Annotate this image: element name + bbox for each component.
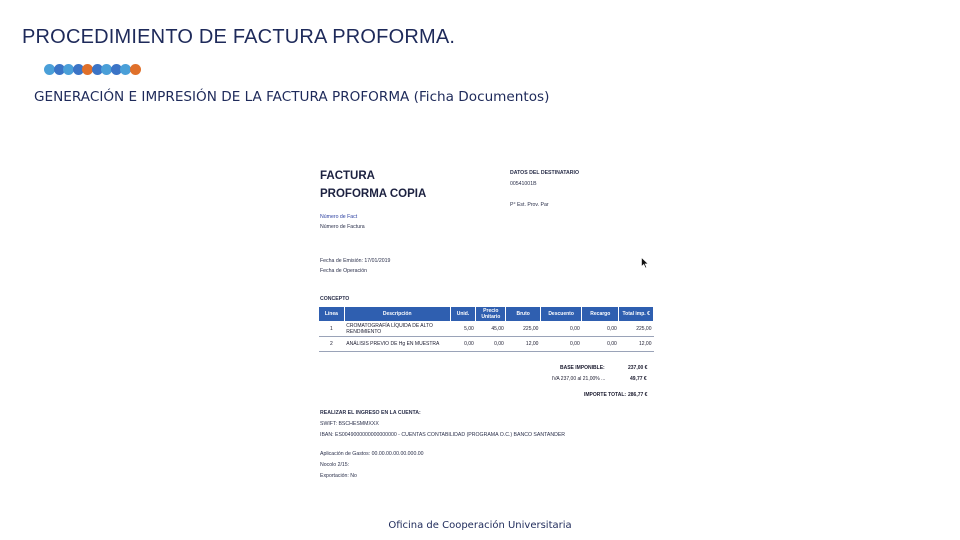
base-imponible-value: 237,00 € <box>628 365 648 371</box>
cell: 225,00 <box>506 322 541 337</box>
iban-line: IBAN: ES0049000000000000000 - CUENTAS CONTABILIDAD (PROGRAMA O.C.) BANCO SANTANDER <box>320 432 566 438</box>
cell: 0,00 <box>476 337 506 352</box>
recipient-line1: 00541001B <box>510 181 537 187</box>
cell: 0,00 <box>540 322 581 337</box>
concept-table-header <box>319 307 654 322</box>
cell: 12,00 <box>619 337 654 352</box>
concept-table <box>318 306 654 352</box>
col-recargo: Recargo <box>582 307 619 322</box>
iva-value: 49,77 € <box>630 376 647 382</box>
concept-heading: CONCEPTO <box>320 296 350 302</box>
cell: 5,00 <box>450 322 476 337</box>
invoice-title-line2: PROFORMA COPIA <box>320 188 427 200</box>
cell: 0,00 <box>450 337 476 352</box>
cell: 2 <box>319 337 345 352</box>
swift-code: SWIFT: BSCHESMMXXX <box>320 421 379 427</box>
operation-date: Fecha de Operación <box>320 268 368 274</box>
importe-total-label: IMPORTE TOTAL: <box>584 392 627 398</box>
iva-label: IVA 237,00 al 21,00% ... <box>552 376 606 382</box>
col-descuento: Descuento <box>540 307 581 322</box>
cell: 225,00 <box>619 322 654 337</box>
invoice-document-image <box>312 158 660 490</box>
col-linea: Línea <box>319 307 345 322</box>
col-descripcion: Descripción <box>344 307 450 322</box>
decorative-dots <box>44 64 139 76</box>
mouse-cursor-icon <box>641 257 649 269</box>
base-imponible-label: BASE IMPONIBLE: <box>560 365 605 371</box>
recipient-header: DATOS DEL DESTINATARIO <box>510 170 579 176</box>
cell: 12,00 <box>506 337 541 352</box>
issue-date: Fecha de Emisión: 17/01/2019 <box>320 258 391 264</box>
decorative-dot <box>130 64 141 75</box>
col-bruto: Bruto <box>506 307 541 322</box>
nocolo-line: Nocolo 2/15: <box>320 462 350 468</box>
slide-title: PROCEDIMIENTO DE FACTURA PROFORMA. <box>22 26 456 48</box>
col-unid: Unid. <box>450 307 476 322</box>
cell: 0,00 <box>582 337 619 352</box>
col-precio: Precio Unitario <box>476 307 506 322</box>
recipient-line2: P° Est. Prov. Par <box>510 202 549 208</box>
table-row <box>319 337 654 352</box>
invoice-number-short: Número de Fact <box>320 214 358 220</box>
application-line: Aplicación de Gastos: 00.00.00.00.00.000.00 <box>320 451 424 457</box>
cell: 0,00 <box>540 337 581 352</box>
export-line: Exportación: No <box>320 473 357 479</box>
invoice-number: Número de Factura <box>320 224 365 230</box>
payment-instructions: REALIZAR EL INGRESO EN LA CUENTA: <box>320 410 421 416</box>
invoice-title-line1: FACTURA <box>320 170 375 182</box>
cell: 45,00 <box>476 322 506 337</box>
table-row <box>319 322 654 337</box>
cell: ANÁLISIS PREVIO DE Hg EN MUESTRA <box>344 337 450 352</box>
cell: CROMATOGRAFÍA LÍQUIDA DE ALTO RENDIMIENTO <box>344 322 450 337</box>
cell: 1 <box>319 322 345 337</box>
footer-office-name: Oficina de Cooperación Universitaria <box>388 520 572 531</box>
cell: 0,00 <box>582 322 619 337</box>
importe-total-value: 286,77 € <box>628 392 648 398</box>
col-total: Total imp. € <box>619 307 654 322</box>
slide-subtitle: GENERACIÓN E IMPRESIÓN DE LA FACTURA PROFORMA (Ficha Documentos) <box>34 89 550 105</box>
